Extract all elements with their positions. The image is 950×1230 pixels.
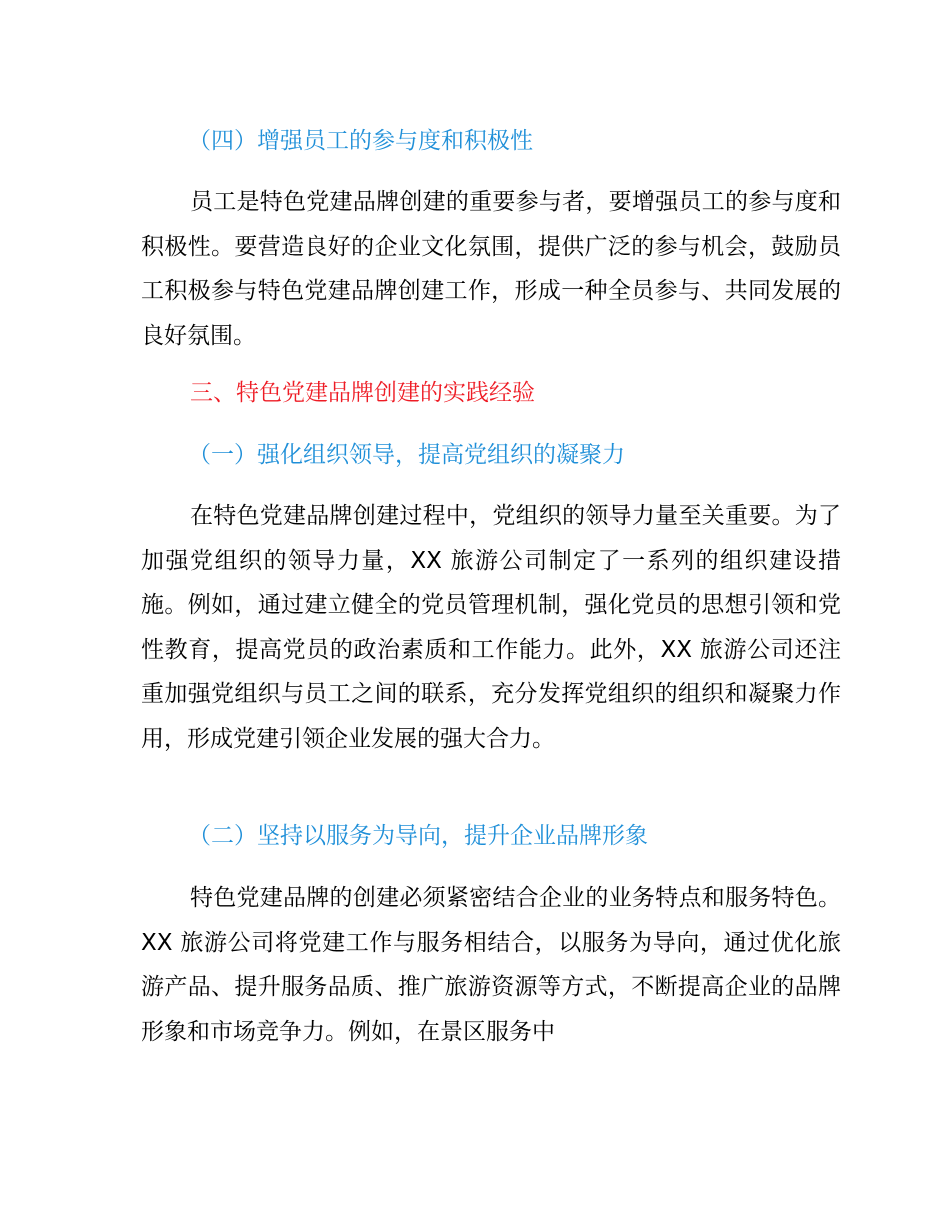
section-heading-1: （一）强化组织领导，提高党组织的凝聚力 xyxy=(188,442,625,468)
chapter-heading-3: 三、特色党建品牌创建的实践经验 xyxy=(190,380,535,406)
section-heading-4: （四）增强员工的参与度和积极性 xyxy=(188,128,533,154)
section-paragraph-4: 员工是特色党建品牌创建的重要参与者，要增强员工的参与度和积极性。要营造良好的企业文化氛围，提供广泛的参与机会，鼓励员工积极参与特色党建品牌创建工作，形成一种全员参与、共同发展的良好氛围。 xyxy=(141,189,841,349)
section-heading-2: （二）坚持以服务为导向，提升企业品牌形象 xyxy=(188,823,648,849)
section-paragraph-2: 特色党建品牌的创建必须紧密结合企业的业务特点和服务特色。XX 旅游公司将党建工作与服务相结合，以服务为导向，通过优化旅游产品、提升服务品质、推广旅游资源等方式，不断提高企业的品牌形象和市场竞争力。例如，在景区服务中 xyxy=(141,885,841,1045)
section-paragraph-1: 在特色党建品牌创建过程中，党组织的领导力量至关重要。为了加强党组织的领导力量，XX 旅游公司制定了一系列的组织建设措施。例如，通过建立健全的党员管理机制，强化党员的思想引领和党性教育，提高党员的政治素质和工作能力。此外，XX 旅游公司还注重加强党组织与员工之间的联系，充分发挥党组织的组织和凝聚力作用，形成党建引领企业发展的强大合力。 xyxy=(141,503,841,752)
